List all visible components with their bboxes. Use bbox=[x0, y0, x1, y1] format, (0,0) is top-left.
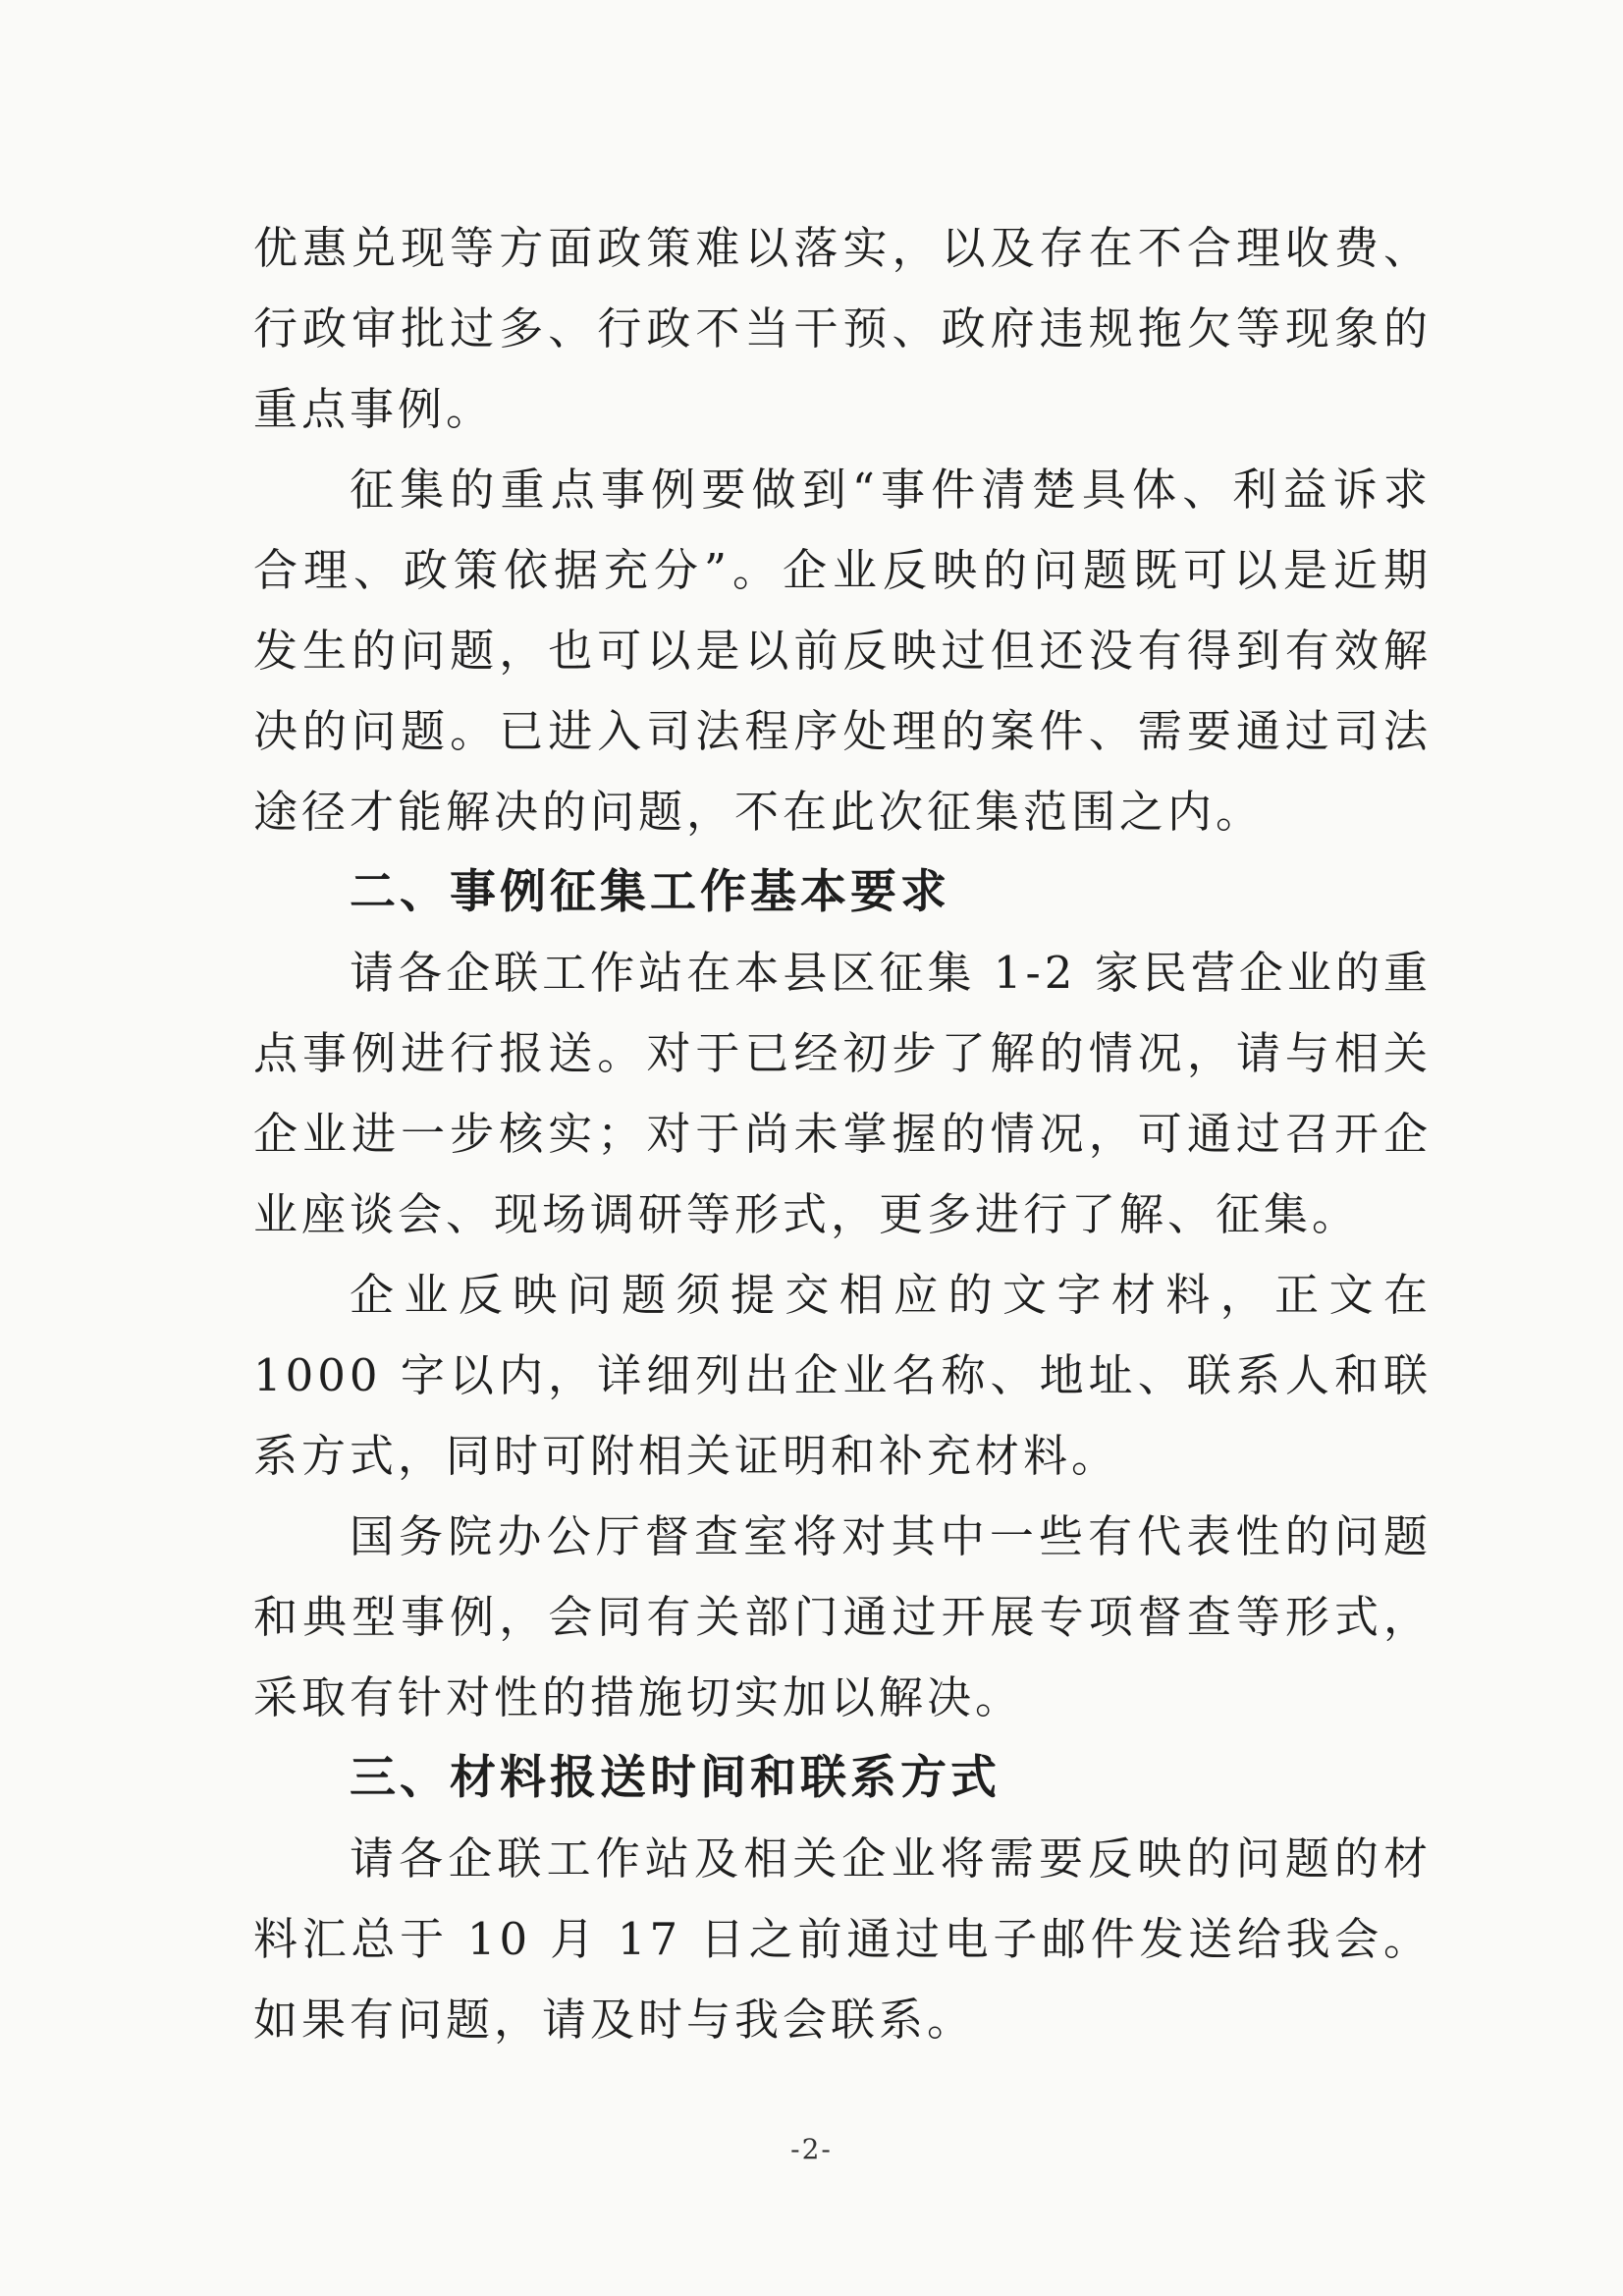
paragraph-collection-criteria: 征集的重点事例要做到“事件清楚具体、利益诉求合理、政策依据充分”。企业反映的问题既可以是近期发生的问题，也可以是以前反映过但还没有得到有效解决的问题。已进入司法程序处理的案件、需要通过司法途径才能解决的问题，不在此次征集范围之内。 bbox=[253, 464, 1432, 838]
section-heading-requirements: 二、事例征集工作基本要求 bbox=[350, 865, 950, 919]
paragraph-reporting-request: 请各企联工作站在本县区征集 1-2 家民营企业的重点事例进行报送。对于已经初步了解的情况，请与相关企业进一步核实；对于尚未掌握的情况，可通过召开企业座谈会、现场调研等形式，更多进行了解、征集。 bbox=[253, 947, 1432, 1240]
paragraph-supervision: 国务院办公厅督查室将对其中一些有代表性的问题和典型事例，会同有关部门通过开展专项督查等形式，采取有针对性的措施切实加以解决。 bbox=[253, 1510, 1432, 1723]
paragraph-policy-continuation: 优惠兑现等方面政策难以落实，以及存在不合理收费、行政审批过多、行政不当干预、政府违规拖欠等现象的重点事例。 bbox=[253, 222, 1432, 435]
section-heading-submission: 三、材料报送时间和联系方式 bbox=[350, 1751, 1001, 1805]
document-body bbox=[253, 208, 1432, 2060]
paragraph-submission-deadline: 请各企联工作站及相关企业将需要反映的问题的材料汇总于 10 月 17 日之前通过电子邮件发送给我会。如果有问题，请及时与我会联系。 bbox=[253, 1832, 1432, 2046]
page-number: -2- bbox=[790, 2133, 833, 2165]
paragraph-material-format: 企业反映问题须提交相应的文字材料，正文在 1000 字以内，详细列出企业名称、地址、联系人和联系方式，同时可附相关证明和补充材料。 bbox=[253, 1269, 1432, 1482]
